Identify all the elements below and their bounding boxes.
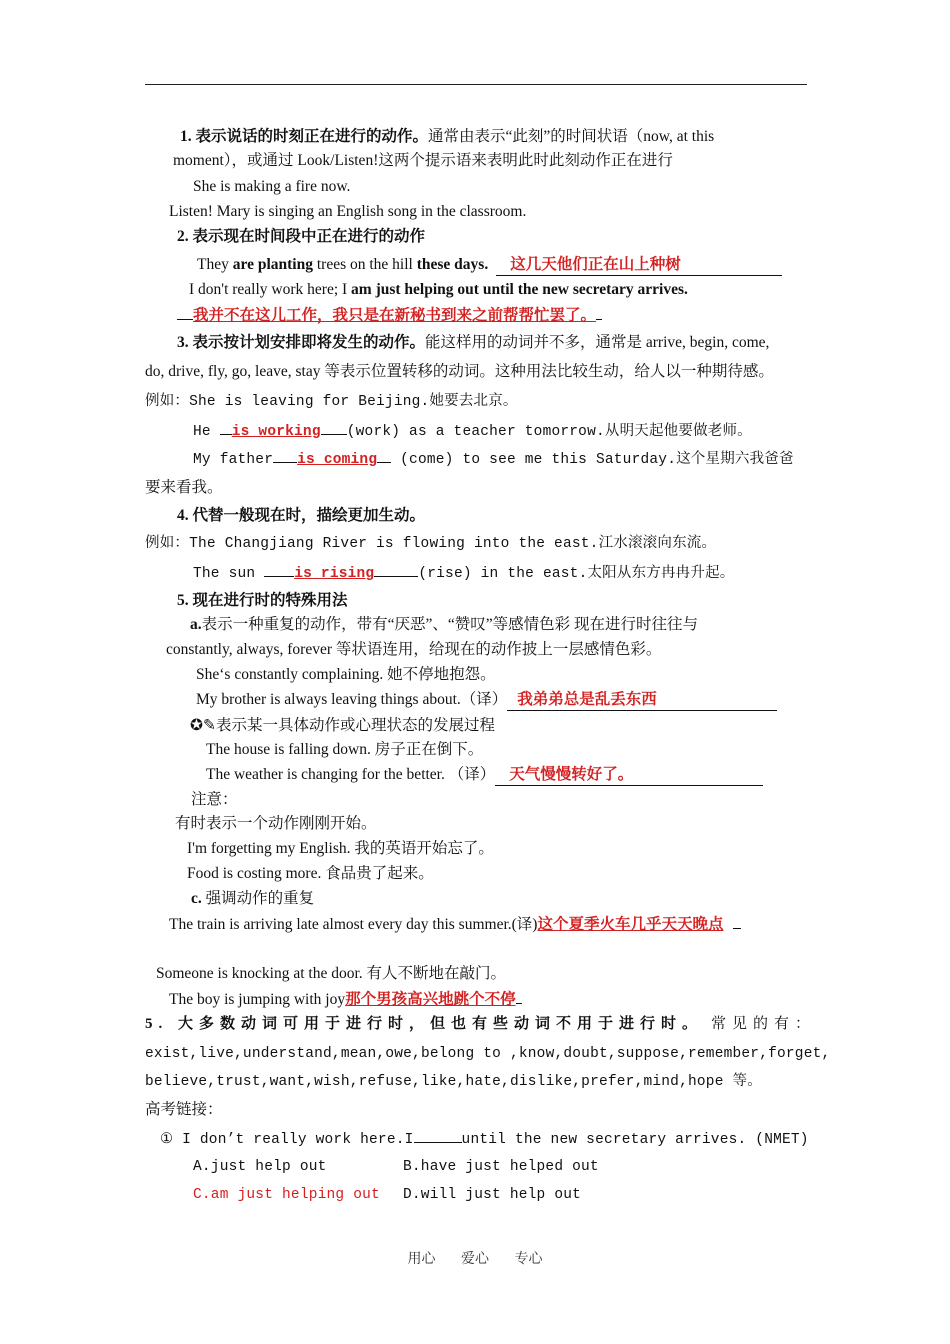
answer: 这几天他们正在山上种树 [510,256,681,273]
option-c-correct: C.am just helping out [193,1187,380,1203]
text: 表示一种重复的动作，带有“厌恶”、“赞叹”等感情色彩 现在进行时往往与 [201,616,699,633]
section-5c-example-3 [169,989,522,1010]
answer: 天气慢慢转好了。 [509,766,634,783]
text: My brother is always leaving things about.（译） [196,691,508,708]
text: He [193,424,220,440]
section-4-heading: 4. 代替一般现在时，描绘更加生动。 [177,507,426,524]
section-5c-line [191,889,314,909]
item-label: c. [191,890,202,907]
note-text: 有时表示一个动作刚刚开始。 [175,815,377,832]
section-1-heading: 1. 表示说话的时刻正在进行的动作。 [180,128,429,145]
answer: is working [231,424,321,440]
text: 强调动作的重复 [201,890,315,907]
section-5a-line-2: constantly, always, forever 等状语连用，给现在的动作披上一层感情色彩。 [166,641,662,658]
section-4-example-2 [193,562,734,584]
note-label: 注意： [191,791,238,808]
header-rule [145,84,807,85]
section-6-heading: 5. 大多数动词可用于进行时，但也有些动词不用于进行时。 [145,1016,704,1032]
answer: is coming [297,452,378,468]
answer-blank [414,1128,462,1143]
section-5b-example-2 [206,765,763,786]
section-1-line-2: moment），或通过 Look/Listen!这两个提示语来表明此时此刻动作正在进行 [173,152,673,169]
time-phrase: these days. [416,256,489,273]
section-1-example-2: Listen! Mary is singing an English song in the classroom. [169,203,527,220]
text: ① I don’t really work here.I [160,1132,414,1148]
verb-list-line-2: believe,trust,want,wish,refuse,like,hate,dislike,prefer,mind,hope 等。 [145,1074,762,1090]
section-3-line-1 [177,333,769,353]
star-pencil-icon: ✪✎ [190,717,216,734]
text: They [197,256,233,273]
section-5b-example-1: The house is falling down. 房子正在倒下。 [206,741,484,758]
section-5a-line-1 [190,615,698,635]
text: until the new secretary arrives. (NMET) [461,1132,809,1148]
option-a: A.just help out [193,1159,327,1175]
section-6-heading-line [145,1014,816,1034]
text: I don't really work here; I [189,281,352,298]
text: trees on the hill [312,256,417,273]
answer: 我并不在这儿工作，我只是在新秘书到来之前帮帮忙罢了。 [193,307,597,324]
note-example-2: Food is costing more. 食品贵了起来。 [187,865,434,882]
section-3-example-1: 例如：She is leaving for Beijing.她要去北京。 [145,394,518,410]
question-1 [160,1128,809,1150]
item-label: a. [190,616,202,633]
option-d: D.will just help out [403,1187,582,1203]
section-5a-example-1: She‘s constantly complaining. 她不停地抱怨。 [196,666,496,683]
section-4-example-1: 例如：The Changjiang River is flowing into the east.江水滚滚向东流。 [145,536,717,552]
section-5-heading: 5. 现在进行时的特殊用法 [177,592,348,609]
section-1-line-1 [180,127,714,147]
section-2-heading: 2. 表示现在时间段中正在进行的动作 [177,228,426,245]
text: 表示某一具体动作或心理状态的发展过程 [215,717,495,734]
text: (rise) in the east.太阳从东方冉冉升起。 [418,566,735,582]
answer: 我弟弟总是乱丢东西 [517,691,657,708]
note-example-1: I'm forgetting my English. 我的英语开始忘了。 [187,840,494,857]
option-b: B.have just helped out [403,1159,599,1175]
text: (come) to see me this Saturday.这个星期六我爸爸 [391,452,794,468]
section-1-example-1: She is making a fire now. [193,178,351,195]
section-3-example-3-cont: 要来看我。 [145,479,223,496]
section-3-line-2: do, drive, fly, go, leave, stay 等表示位置转移的动词。这种用法比较生动，给人以一种期待感。 [145,363,774,380]
section-2-example-2-answer [177,305,602,326]
gaokao-label: 高考链接： [145,1101,223,1118]
verb-phrase: am just helping out until the new secretary arrives. [351,281,688,298]
verb-list-line-1: exist,live,understand,mean,owe,belong to ,know,doubt,suppose,remember,forget, [145,1046,831,1062]
text: 常见的有： [711,1016,817,1032]
section-5c-example-1 [169,914,741,935]
text: My father [193,452,274,468]
verb-phrase: are planting [232,256,313,273]
text: The boy is jumping with joy [169,991,346,1008]
answer: 那个男孩高兴地跳个不停 [345,991,516,1008]
page-footer: 用心 爱心 专心 [407,1252,543,1267]
section-3-text: 能这样用的动词并不多，通常是 arrive, begin, come, [425,334,770,351]
section-3-example-3 [193,448,794,470]
answer: 这个夏季火车几乎天天晚点 [537,916,724,933]
text: The weather is changing for the better. （译） [206,766,496,783]
section-3-example-2 [193,420,752,442]
section-2-example-1 [197,255,782,276]
text: (work) as a teacher tomorrow.从明天起他要做老师。 [346,424,752,440]
answer: is rising [294,566,375,582]
text: The sun [193,566,265,582]
section-2-example-2 [189,280,688,300]
text: The train is arriving late almost every day this summer.(译) [169,916,538,933]
section-1-text: 通常由表示“此刻”的时间状语（now, at this [428,128,715,145]
section-3-heading: 3. 表示按计划安排即将发生的动作。 [177,334,426,351]
section-5a-example-2 [196,690,777,711]
section-5b-line [190,716,495,736]
section-5c-example-2: Someone is knocking at the door. 有人不断地在敲门。 [156,965,507,982]
